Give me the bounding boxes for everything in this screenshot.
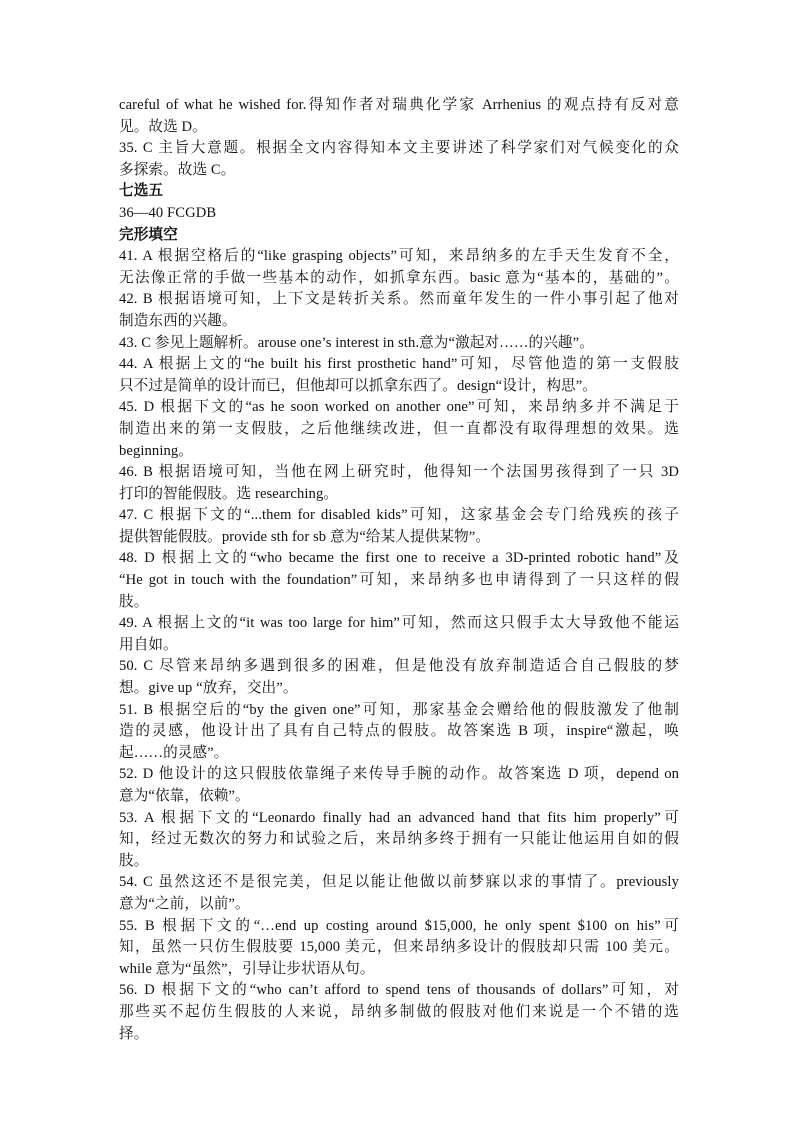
text-line: 55. B 根据下文的“…end up costing around $15,000, he only spent $100 on his”可 [119,917,679,934]
text-line: 43. C 参见上题解析。arouse one’s interest in sth.意为“激起对……的兴趣”。 [119,334,594,351]
text-line: 53. A 根据下文的“Leonardo finally had an advanced hand that fits him properly”可 [119,809,679,826]
text-line: 无法像正常的手做一些基本的动作，如抓拿东西。basic 意为“基本的，基础的”。 [119,269,679,286]
section-heading: 完形填空 [119,226,178,243]
text-line: 48. D 根据上文的“who became the first one to receive a 3D-printed robotic hand”及 [119,550,679,567]
text-line: 50. C 尽管来昂纳多遇到很多的困难，但是他没有放弃制造适合自己假肢的梦 [119,658,679,675]
text-line: “He got in touch with the foundation”可知，来昂纳多也申请得到了一只这样的假 [119,572,679,589]
text-line: 意为“之前，以前”。 [119,895,250,912]
text-line: 49. A 根据上文的“it was too large for him”可知，然而这只假手太大导致他不能运 [119,615,679,632]
text-line: 想。give up “放弃，交出”。 [119,680,298,697]
text-line: 制造出来的第一支假肢，之后他继续改进，但一直都没有取得理想的效果。选 [119,420,679,437]
document-page [119,95,679,1045]
text-line: 35. C 主旨大意题。根据全文内容得知本文主要讲述了科学家们对气候变化的众 [119,140,679,157]
text-line: 36—40 FCGDB [119,204,217,221]
text-line: while 意为“虽然”，引导让步状语从句。 [119,960,375,977]
text-line: 造的灵感，他设计出了具有自己特点的假肢。故答案选 B 项，inspire“激起，唤 [119,723,679,740]
text-line: 54. C 虽然这还不是很完美，但足以能让他做以前梦寐以求的事情了。previously [119,874,679,891]
text-line: 见。故选 D。 [119,118,207,135]
text-line: 肢。 [119,852,149,869]
text-line: 47. C 根据下文的“...them for disabled kids”可知，这家基金会专门给残疾的孩子 [119,507,679,524]
text-line: 择。 [119,1025,149,1042]
text-line: 打印的智能假肢。选 researching。 [119,485,339,502]
text-line: 52. D 他设计的这只假肢依靠绳子来传导手腕的动作。故答案选 D 项，depend on [119,766,679,783]
text-line: 制造东西的兴趣。 [119,312,237,329]
text-line: 46. B 根据语境可知，当他在网上研究时，他得知一个法国男孩得到了一只 3D [119,464,679,481]
text-line: 意为“依靠，依赖”。 [119,788,250,804]
text-line: 提供智能假肢。provide sth for sb 意为“给某人提供某物”。 [119,528,491,545]
text-line: 起……的灵感”。 [119,744,229,761]
text-line: 41. A 根据空格后的“like grasping objects”可知，来昂纳多的左手天生发育不全， [119,248,679,265]
text-line: 知，经过无数次的努力和试验之后，来昂纳多终于拥有一只能让他运用自如的假 [119,831,679,848]
text-line: 51. B 根据空后的“by the given one”可知，那家基金会赠给他的假肢激发了他制 [119,701,679,718]
text-line: careful of what he wished for.得知作者对瑞典化学家 Arrhenius 的观点持有反对意 [119,97,679,113]
text-line: 56. D 根据下文的“who can’t afford to spend tens of thousands of dollars”可知，对 [119,982,679,999]
text-line: beginning。 [119,442,193,459]
text-line: 45. D 根据下文的“as he soon worked on another one”可知，来昂纳多并不满足于 [119,399,679,416]
text-line: 44. A 根据上文的“he built his first prosthetic hand”可知，尽管他造的第一支假肢 [119,356,679,373]
text-line: 用自如。 [119,636,178,653]
text-line: 肢。 [119,593,149,610]
text-line: 42. B 根据语境可知，上下文是转折关系。然而童年发生的一件小事引起了他对 [119,291,679,308]
text-line: 只不过是简单的设计而已，但他却可以抓拿东西了。design“设计，构思”。 [119,377,597,394]
section-heading: 七选五 [119,183,164,200]
text-line: 那些买不起仿生假肢的人来说，昂纳多制做的假肢对他们来说是一个不错的选 [119,1003,679,1020]
text-line: 知，虽然一只仿生假肢要 15,000 美元，但来昂纳多设计的假肢却只需 100 美元。 [119,939,679,956]
text-line: 多探索。故选 C。 [119,161,236,178]
